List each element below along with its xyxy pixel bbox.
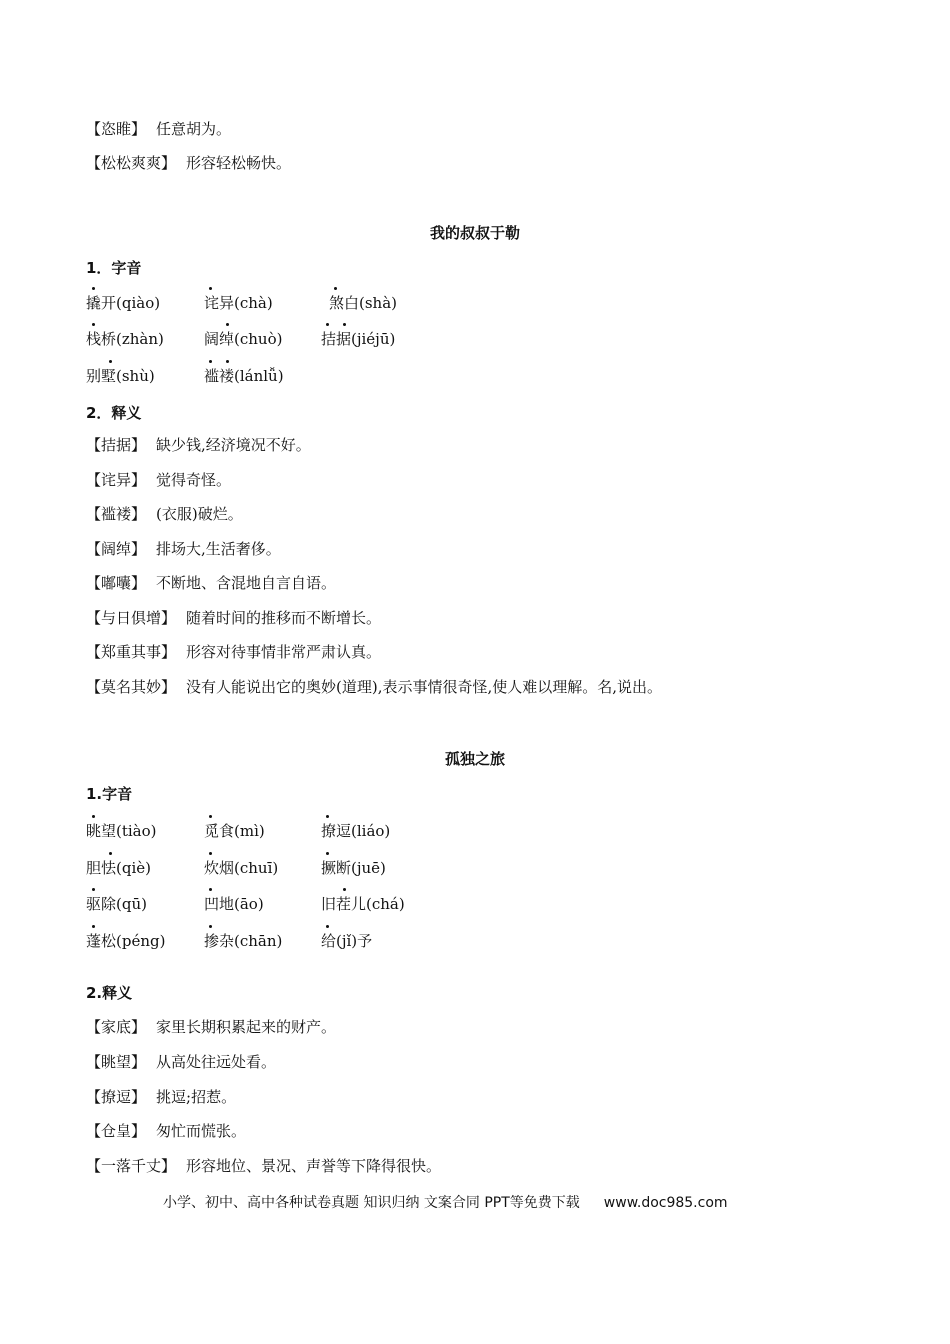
emphasis-dot xyxy=(109,360,112,363)
emphasis-dot xyxy=(209,815,212,818)
pronunciation-item: 阔绰(chuò) xyxy=(204,330,283,348)
pronunciation-item: 煞白(shà) xyxy=(329,294,398,312)
definition-term: 【阔绰】 xyxy=(86,540,147,558)
emphasis-dot xyxy=(92,925,95,928)
definition-row xyxy=(86,504,243,524)
definition-row xyxy=(86,1017,336,1037)
section-title: 我的叔叔于勒 xyxy=(429,224,520,242)
emphasis-dot xyxy=(209,925,212,928)
definition-row xyxy=(86,608,381,628)
definition-term: 【莫名其妙】 xyxy=(86,678,177,696)
definition-term: 【嘟囔】 xyxy=(86,574,147,592)
pronunciation-item: 胆怯(qiè) xyxy=(86,859,151,877)
emphasis-dot xyxy=(226,323,229,326)
definition-term: 【诧异】 xyxy=(86,471,147,489)
emphasis-dot xyxy=(343,888,346,891)
definition-row xyxy=(86,1052,276,1072)
definition-term: 【松松爽爽】 xyxy=(86,154,177,172)
definition-text: (衣服)破烂。 xyxy=(156,505,243,523)
definition-term: 【撩逗】 xyxy=(86,1088,147,1106)
section-title: 孤独之旅 xyxy=(444,750,505,768)
emphasis-dot xyxy=(334,287,337,290)
definition-text: 挑逗;招惹。 xyxy=(156,1088,237,1106)
pronunciation-item: 撬开(qiào) xyxy=(86,294,161,312)
definition-text: 觉得奇怪。 xyxy=(156,471,232,489)
pronunciation-item: 别墅(shù) xyxy=(86,367,155,385)
definition-text: 没有人能说出它的奥妙(道理),表示事情很奇怪,使人难以理解。名,说出。 xyxy=(186,678,663,696)
page-footer xyxy=(163,1192,728,1212)
emphasis-dot xyxy=(92,287,95,290)
definition-term: 【拮据】 xyxy=(86,436,147,454)
definition-text: 形容对待事情非常严肃认真。 xyxy=(186,643,382,661)
emphasis-dot xyxy=(326,323,329,326)
definition-term: 【与日俱增】 xyxy=(86,609,177,627)
emphasis-dot xyxy=(209,360,212,363)
definition-row xyxy=(86,470,231,490)
emphasis-dot xyxy=(326,815,329,818)
pronunciation-item: 蓬松(péng) xyxy=(86,932,166,950)
definition-text: 匆忙而慌张。 xyxy=(156,1122,247,1140)
pronunciation-heading: 1．字音 xyxy=(86,259,142,277)
definition-heading: 2.释义 xyxy=(86,984,133,1002)
definition-term: 【一落千丈】 xyxy=(86,1157,177,1175)
pronunciation-item: 拮据(jiéjū) xyxy=(321,330,396,348)
definition-term: 【褴褛】 xyxy=(86,505,147,523)
definition-row xyxy=(86,1121,246,1141)
definition-row xyxy=(86,573,336,593)
definition-heading: 2．释义 xyxy=(86,404,142,422)
emphasis-dot xyxy=(92,815,95,818)
pronunciation-heading: 1.字音 xyxy=(86,785,133,803)
pronunciation-item: 掺杂(chān) xyxy=(204,932,283,950)
pronunciation-item: 觅食(mì) xyxy=(204,822,265,840)
definition-text: 任意胡为。 xyxy=(156,120,232,138)
emphasis-dot xyxy=(109,852,112,855)
footer-text: 小学、初中、高中各种试卷真题 知识归纳 文案合同 PPT等免费下载 xyxy=(163,1195,580,1211)
emphasis-dot xyxy=(226,360,229,363)
pronunciation-item: 凹地(āo) xyxy=(204,895,264,913)
pronunciation-item: 旧茬儿(chá) xyxy=(321,895,405,913)
definition-term: 【郑重其事】 xyxy=(86,643,177,661)
emphasis-dot xyxy=(209,852,212,855)
definition-row xyxy=(86,1156,441,1176)
definition-text: 从高处往远处看。 xyxy=(156,1053,277,1071)
emphasis-dot xyxy=(343,323,346,326)
definition-text: 形容轻松畅快。 xyxy=(186,154,292,172)
definition-row xyxy=(86,153,291,173)
pronunciation-item: 撩逗(liáo) xyxy=(321,822,391,840)
emphasis-dot xyxy=(326,852,329,855)
pronunciation-item: 栈桥(zhàn) xyxy=(86,330,164,348)
definition-text: 缺少钱,经济境况不好。 xyxy=(156,436,311,454)
definition-term: 【仓皇】 xyxy=(86,1122,147,1140)
pronunciation-item: 撅断(juē) xyxy=(321,859,386,877)
pronunciation-item: 给(jǐ)予 xyxy=(321,932,373,950)
pronunciation-item: 诧异(chà) xyxy=(204,294,273,312)
definition-term: 【眺望】 xyxy=(86,1053,147,1071)
footer-site-link[interactable]: www.doc985.com xyxy=(603,1195,728,1211)
pronunciation-item: 褴褛(lánlǚ) xyxy=(204,367,284,385)
definition-row xyxy=(86,677,662,697)
emphasis-dot xyxy=(92,323,95,326)
definition-text: 不断地、含混地自言自语。 xyxy=(156,574,337,592)
definition-text: 排场大,生活奢侈。 xyxy=(156,540,281,558)
definition-row xyxy=(86,539,281,559)
definition-row xyxy=(86,435,311,455)
definition-text: 家里长期积累起来的财产。 xyxy=(156,1018,337,1036)
emphasis-dot xyxy=(92,888,95,891)
definition-row xyxy=(86,642,381,662)
pronunciation-item: 眺望(tiào) xyxy=(86,822,157,840)
emphasis-dot xyxy=(209,287,212,290)
pronunciation-item: 炊烟(chuī) xyxy=(204,859,279,877)
definition-text: 形容地位、景况、声誉等下降得很快。 xyxy=(186,1157,442,1175)
pronunciation-item: 驱除(qū) xyxy=(86,895,147,913)
definition-term: 【恣睢】 xyxy=(86,120,147,138)
definition-text: 随着时间的推移而不断增长。 xyxy=(186,609,382,627)
definition-term: 【家底】 xyxy=(86,1018,147,1036)
definition-row xyxy=(86,119,231,139)
emphasis-dot xyxy=(209,888,212,891)
definition-row xyxy=(86,1087,236,1107)
emphasis-dot xyxy=(326,925,329,928)
